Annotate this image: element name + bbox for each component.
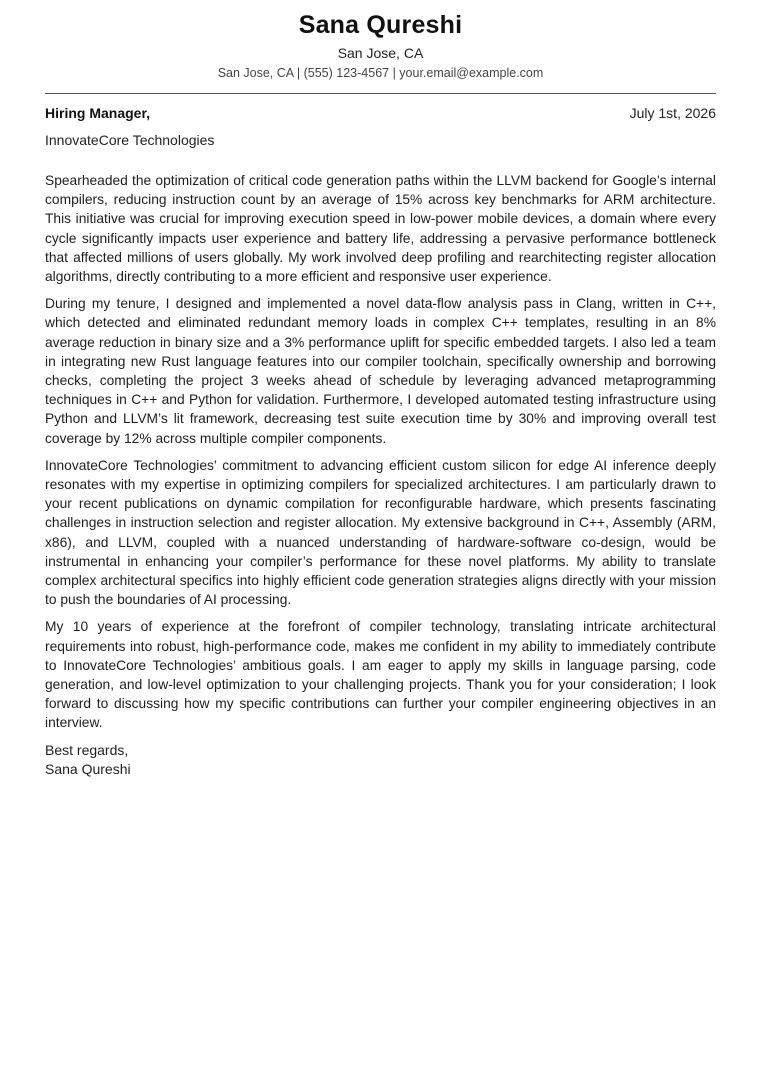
recipient-company: InnovateCore Technologies (45, 132, 215, 148)
recipient-salutation: Hiring Manager, (45, 105, 151, 121)
closing-phrase: Best regards, (45, 741, 129, 758)
applicant-name: Sana Qureshi (298, 11, 463, 39)
cover-letter-page (45, 0, 716, 779)
body-paragraph-3: InnovateCore Technologies’ commitment to advancing efficient custom silicon for edge AI inference deeply resonates with my expertise in optimizing compilers for specialized architectures. I am particularly drawn to your recent publications on dynamic compilation for reconfigurable hardware, which presents fascinating challenges in instruction selection and register allocation. My extensive background in C++, Assembly (ARM, x86), and LLVM, coupled with a nuanced understanding of hardware-software co-design, would be instrumental in enhancing your compiler’s performance for these novel platforms. My ability to translate complex architectural specifics into highly efficient code generation strategies aligns directly with your mission to push the boundaries of AI processing. (45, 457, 716, 608)
body-paragraph-2: During my tenure, I designed and implemented a novel data-flow analysis pass in Clang, written in C++, which detected and eliminated redundant memory loads in complex C++ templates, resulting in an 8% average reduction in binary size and a 3% performance uplift for specific embedded targets. I also led a team in integrating new Rust language features into our compiler toolchain, specifically ownership and borrowing checks, completing the project 3 weeks ahead of schedule by leveraging advanced metaprogramming techniques in C++ and Python for validation. Furthermore, I developed automated testing infrastructure using Python and LLVM’s lit framework, decreasing test suite execution time by 30% and improving overall test coverage by 12% across multiple compiler components. (45, 296, 716, 446)
letter-body (45, 171, 716, 733)
letter-date: July 1st, 2026 (629, 105, 716, 121)
letter-header (45, 0, 716, 81)
body-paragraph-1: Spearheaded the optimization of critical code generation paths within the LLVM backend for Google’s internal compilers, reducing instruction count by an average of 15% across key benchmarks for ARM architecture. This initiative was crucial for improving execution speed in low-power mobile devices, a domain where every cycle significantly impacts user experience and battery life, addressing a pervasive performance bottleneck that affected millions of users globally. My work involved deep profiling and rearchitecting register allocation algorithms, directly contributing to a more efficient and responsive user experience. (45, 173, 716, 285)
applicant-location: San Jose, CA (337, 45, 424, 61)
body-paragraph-4: My 10 years of experience at the forefront of compiler technology, translating intricate architectural requirements into robust, high-performance code, makes me confident in my ability to immediately contribute to InnovateCore Technologies’ ambitious goals. I am eager to apply my skills in language parsing, code generation, and low-level optimization to your challenging projects. Thank you for your consideration; I look forward to discussing how my specific contributions can further your compiler engineering objectives in an interview. (45, 619, 716, 731)
header-divider (45, 93, 716, 94)
signature-name: Sana Qureshi (45, 760, 131, 777)
recipient-date-row (45, 104, 716, 122)
contact-line: San Jose, CA | (555) 123-4567 | your.email@example.com (217, 66, 544, 80)
closing-block (45, 741, 716, 779)
